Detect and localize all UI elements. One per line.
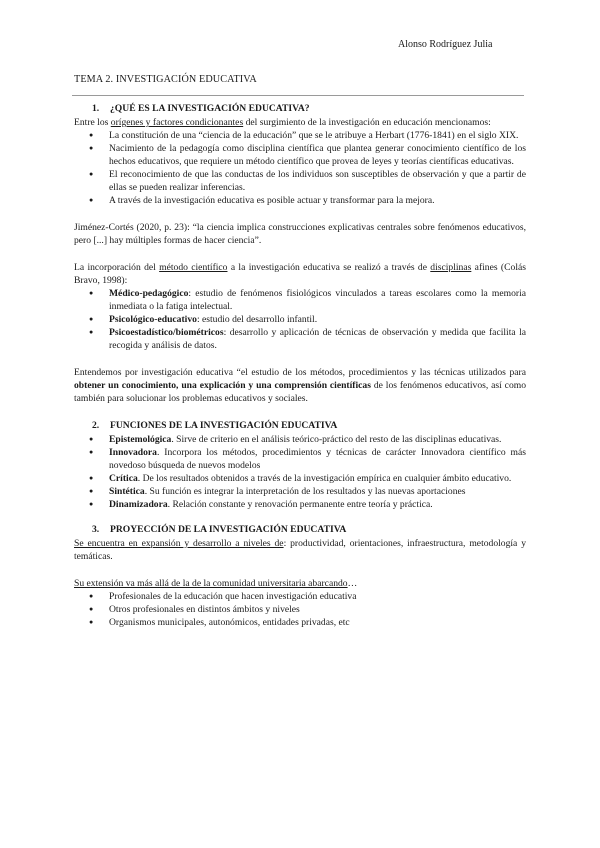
author-name: Alonso Rodríguez Julia	[398, 39, 493, 50]
citation-quote: Jiménez-Cortés (2020, p. 23): “la ciencia implica construcciones explicativas centrales sobre fenómenos educativos, pero [...] hay múltiples formas de hacer ciencia”.	[74, 222, 526, 246]
functions-list	[74, 433, 526, 511]
section-2-heading	[74, 419, 526, 433]
incorporation-paragraph: La incorporación del método científico a la investigación educativa se realizó a través de disciplinas afines (Colás Bravo, 1998):	[74, 262, 526, 286]
section-3-title: PROYECCIÓN DE LA INVESTIGACIÓN EDUCATIVA	[110, 524, 347, 535]
list-item: ● Nacimiento de la pedagogía como disciplina científica que plantea generar conocimiento científico de los hechos educativos, que requiere un método científico que provea de leyes y teorías científicas educativas.	[74, 142, 526, 168]
section-1-number: 1.	[92, 103, 100, 114]
list-item: ● Psicoestadístico/biométricos: desarrollo y aplicación de técnicas de observación y medida que facilita la recogida y análisis de datos.	[74, 326, 526, 352]
list-item: ● Médico-pedagógico: estudio de fenómenos fisiológicos vinculados a tareas escolares como la memoria inmediata o la fatiga intelectual.	[74, 287, 526, 313]
header-divider	[72, 95, 524, 96]
list-item: ● Dinamizadora. Relación constante y renovación permanente entre teoría y práctica.	[74, 498, 526, 511]
origins-list	[74, 129, 526, 207]
section-1-heading	[74, 102, 526, 116]
list-item: ● Epistemológica. Sirve de criterio en el análisis teórico-práctico del resto de las disciplinas educativas.	[74, 433, 526, 446]
topic-title: TEMA 2. INVESTIGACIÓN EDUCATIVA	[74, 74, 257, 85]
origins-intro: Entre los orígenes y factores condicionantes del surgimiento de la investigación en educación mencionamos:	[74, 117, 491, 128]
section-2-number: 2.	[92, 420, 100, 431]
extension-list	[74, 590, 526, 629]
list-item: ● La constitución de una “ciencia de la educación” que se le atribuye a Herbart (1776-1841) en el siglo XIX.	[74, 129, 526, 142]
list-item: ● Organismos municipales, autonómicos, entidades privadas, etc	[74, 616, 526, 629]
section-3-heading	[74, 523, 526, 537]
list-item: ● A través de la investigación educativa es posible actuar y transformar para la mejora.	[74, 194, 526, 207]
list-item: ● Crítica. De los resultados obtenidos a través de la investigación empírica en cualquier ámbito educativo.	[74, 472, 526, 485]
definition-emphasis: obtener un conocimiento, una explicación y una comprensión científicas	[74, 380, 371, 391]
scientific-method-term: método científico	[159, 262, 228, 273]
document-body	[74, 102, 526, 629]
list-item: ● Psicológico-educativo: estudio del desarrollo infantil.	[74, 313, 526, 326]
disciplines-term: disciplinas	[430, 262, 472, 273]
section-3-number: 3.	[92, 524, 100, 535]
list-item: ● Sintética. Su función es integrar la interpretación de los resultados y las nuevas aportaciones	[74, 485, 526, 498]
expansion-paragraph: Se encuentra en expansión y desarrollo a niveles de: productividad, orientaciones, infraestructura, metodología y temáticas.	[74, 538, 526, 562]
section-1-title: ¿QUÉ ES LA INVESTIGACIÓN EDUCATIVA?	[110, 103, 310, 114]
definition-paragraph: Entendemos por investigación educativa “el estudio de los métodos, procedimientos y las técnicas utilizados para obtener un conocimiento, una explicación y una comprensión científicas de los fenómenos educativos, así como también para solucionar los problemas educativos y sociales.	[74, 367, 526, 404]
origins-term: orígenes y factores condicionantes	[110, 117, 244, 128]
list-item: ● Profesionales de la educación que hacen investigación educativa	[74, 590, 526, 603]
list-item: ● El reconocimiento de que las conductas de los individuos son susceptibles de observación y que a partir de ellas se pueden realizar inferencias.	[74, 168, 526, 194]
list-item: ● Innovadora. Incorpora los métodos, procedimientos y técnicas de carácter Innovadora científico más novedoso búsqueda de nuevos modelos	[74, 446, 526, 472]
disciplines-list	[74, 287, 526, 352]
list-item: ● Otros profesionales en distintos ámbitos y niveles	[74, 603, 526, 616]
section-2-title: FUNCIONES DE LA INVESTIGACIÓN EDUCATIVA	[110, 420, 338, 431]
extension-paragraph: Su extensión va más allá de la de la comunidad universitaria abarcando…	[74, 578, 358, 589]
